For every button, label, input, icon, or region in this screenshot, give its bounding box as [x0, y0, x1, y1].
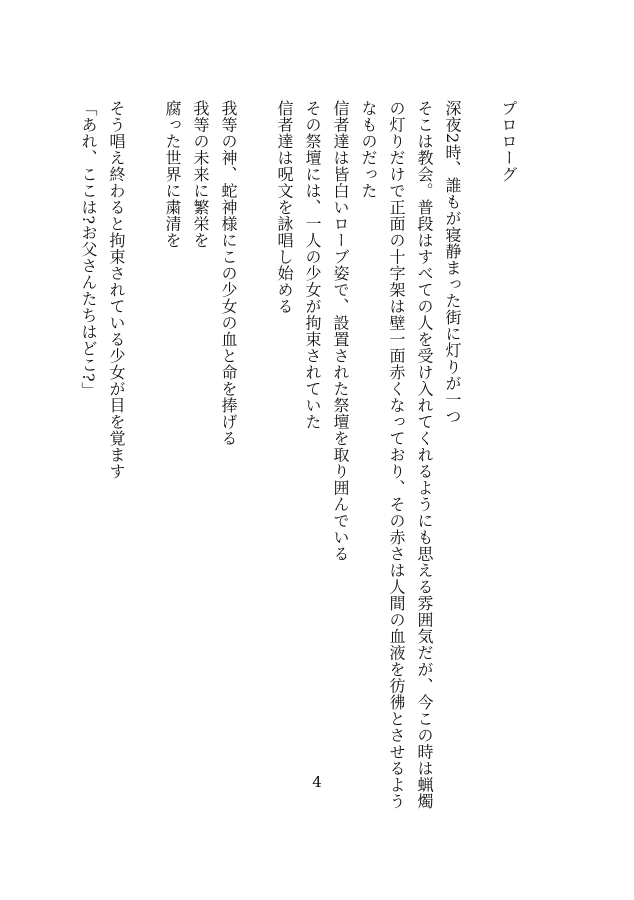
- text-line: 信者達は呪文を詠唱し始める: [275, 100, 294, 315]
- chapter-title: プロローグ: [499, 100, 518, 183]
- text-line: 我等の未来に繁栄を: [191, 100, 210, 249]
- text-line: の灯りだけで正面の十字架は壁一面赤くなっており、その赤さは人間の血液を彷彿とさせるよう: [387, 100, 406, 810]
- text-line: 腐った世界に粛清を: [163, 100, 182, 249]
- text-line: なものだった: [359, 100, 378, 199]
- vertical-text-block: [74, 100, 522, 810]
- text-line: 深夜2時、誰もが寝静まった街に灯りが一つ: [443, 100, 462, 425]
- text-line: 「あれ、ここは?お父さんたちはどこ?」: [79, 100, 98, 399]
- text-line: 我等の神、蛇神様にこの少女の血と命を捧げる: [219, 100, 238, 447]
- page-number: 4: [312, 773, 322, 791]
- text-line: そこは教会。普段はすべての人を受け入れてくれるようにも思える雰囲気だが、今この時は蝋燭: [415, 100, 434, 810]
- text-line: その祭壇には、一人の少女が拘束されていた: [303, 100, 322, 430]
- text-line: 信者達は皆白いローブ姿で、設置された祭壇を取り囲んでいる: [331, 100, 350, 562]
- text-line: そう唱え終わると拘束されている少女が目を覚ます: [107, 100, 126, 480]
